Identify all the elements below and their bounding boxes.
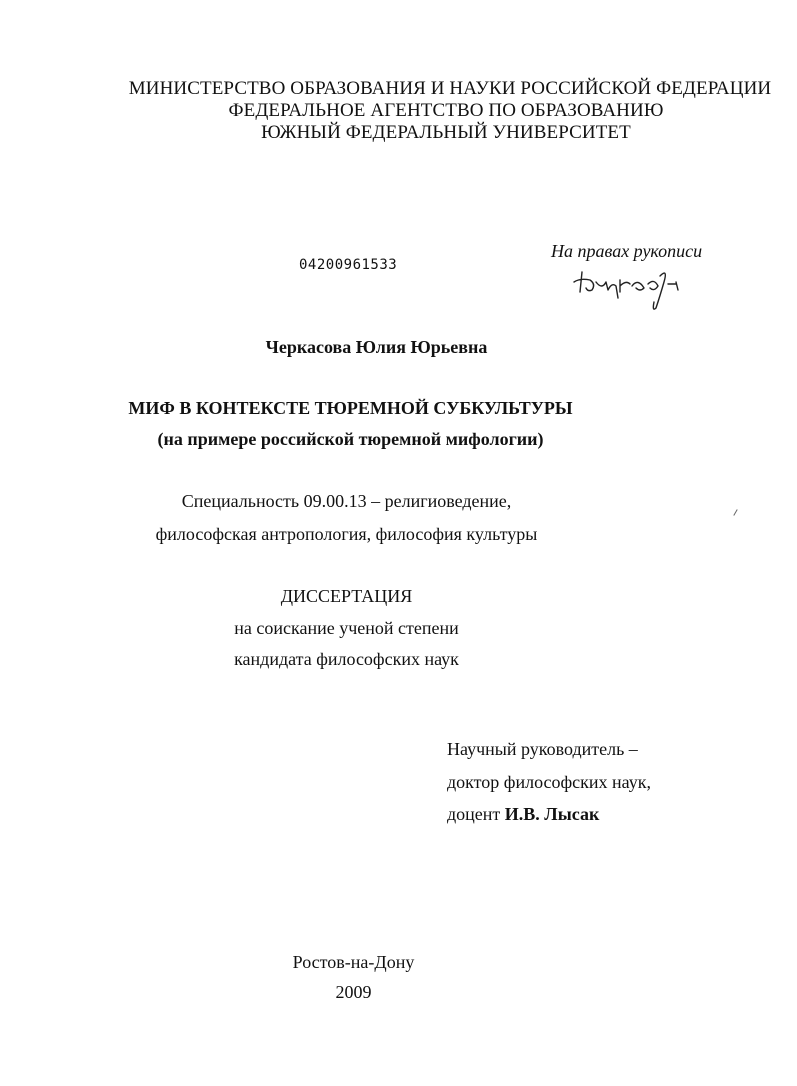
dissertation-title: МИФ В КОНТЕКСТЕ ТЮРЕМНОЙ СУБКУЛЬТУРЫ: [128, 398, 573, 418]
dissertation-subtitle: (на примере российской тюремной мифологии): [157, 429, 544, 449]
supervisor-rank: доцент: [447, 804, 505, 824]
header-line-3: ЮЖНЫЙ ФЕДЕРАЛЬНЫЙ УНИВЕРСИТЕТ: [261, 122, 631, 143]
supervisor-line-3: [447, 804, 599, 825]
supervisor-line-1: Научный руководитель –: [447, 739, 638, 759]
year: 2009: [335, 982, 372, 1002]
author-signature: [568, 262, 698, 314]
specialty-line-2: философская антропология, философия культуры: [155, 524, 538, 544]
header-line-1: МИНИСТЕРСТВО ОБРАЗОВАНИЯ И НАУКИ РОССИЙСКОЙ ФЕДЕРАЦИИ: [128, 78, 772, 99]
catalog-number: 04200961533: [299, 257, 398, 273]
supervisor-name: И.В. Лысак: [504, 804, 600, 824]
degree-line-1: на соискание ученой степени: [234, 618, 459, 638]
degree-line-2: кандидата философских наук: [234, 649, 459, 669]
specialty-line-1: Специальность 09.00.13 – религиоведение,: [181, 491, 512, 511]
ministry-header: [0, 78, 797, 144]
rights-note: На правах рукописи: [551, 241, 703, 261]
author-name: Черкасова Юлия Юрьевна: [265, 337, 488, 357]
supervisor-line-2: доктор философских наук,: [447, 772, 651, 792]
dissertation-heading: ДИССЕРТАЦИЯ: [280, 586, 413, 606]
header-line-2: ФЕДЕРАЛЬНОЕ АГЕНТСТВО ПО ОБРАЗОВАНИЮ: [228, 100, 664, 121]
city: Ростов-на-Дону: [292, 952, 415, 972]
